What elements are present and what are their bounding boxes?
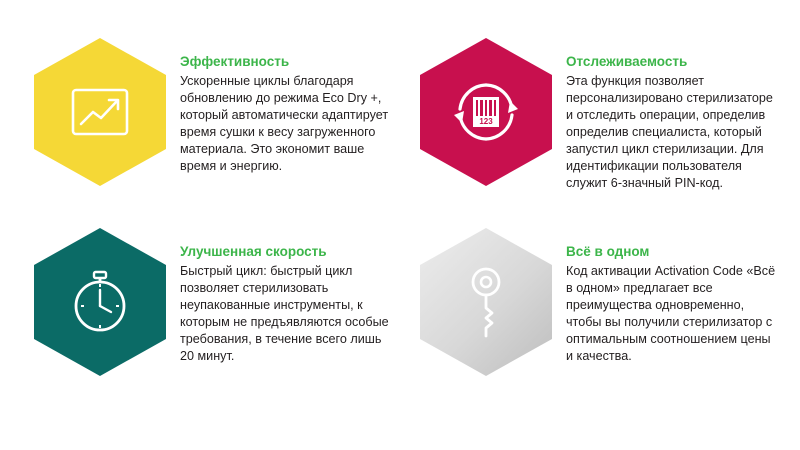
barcode-cycle-icon bbox=[420, 38, 552, 186]
barcode-label: 123 bbox=[479, 117, 493, 126]
chart-growth-icon bbox=[34, 38, 166, 186]
feature-text-speed bbox=[166, 228, 390, 365]
feature-title: Отслеживаемость bbox=[566, 54, 688, 69]
feature-card-speed bbox=[34, 228, 390, 376]
feature-card-efficiency bbox=[34, 38, 390, 186]
hex-badge-allinone bbox=[420, 228, 552, 376]
feature-title: Улучшенная скорость bbox=[180, 244, 327, 259]
feature-body: Быстрый цикл: быстрый цикл позволяет стерилизовать неупакованные инструменты, к которым не предъявляются особые требования, в течение всего лишь 20 минут. bbox=[180, 264, 389, 364]
feature-text-traceability bbox=[552, 38, 778, 192]
feature-body: Код активации Activation Code «Всё в одном» предлагает все преимущества одновременно, чтобы вы получили стерилизатор с оптимальным соотношением цены и качества. bbox=[566, 264, 776, 364]
feature-body: Эта функция позволяет персонализировано стерилизаторе и отследить операции, определив определив специалиста, который запустил цикл стерилизации. Для идентификации пользователя служит 6-значный PIN-код. bbox=[566, 74, 773, 191]
hex-badge-speed bbox=[34, 228, 166, 376]
feature-title: Эффективность bbox=[180, 54, 290, 69]
feature-card-traceability bbox=[420, 38, 778, 192]
feature-body: Ускоренные циклы благодаря обновлению до режима Eco Dry +, который автоматически адаптирует время сушки к весу загруженного материала. Это экономит ваше время и энергию. bbox=[180, 74, 389, 174]
key-icon bbox=[420, 228, 552, 376]
feature-text-allinone bbox=[552, 228, 778, 365]
feature-title: Всё в одном bbox=[566, 244, 650, 259]
feature-card-allinone bbox=[420, 228, 778, 376]
feature-text-efficiency bbox=[166, 38, 390, 175]
hex-badge-efficiency bbox=[34, 38, 166, 186]
stopwatch-icon bbox=[34, 228, 166, 376]
hex-badge-traceability bbox=[420, 38, 552, 186]
